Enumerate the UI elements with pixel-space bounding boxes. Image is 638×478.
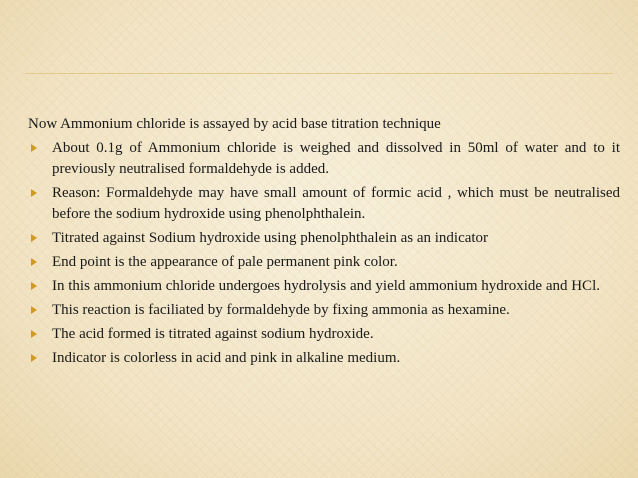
intro-text: Now Ammonium chloride is assayed by acid base titration technique (28, 116, 441, 132)
list-item (28, 228, 620, 249)
list-item (28, 138, 620, 180)
title-divider (25, 73, 613, 74)
list-item (28, 183, 620, 225)
arrow-bullet-icon (31, 144, 37, 152)
list-item-text: In this ammonium chloride undergoes hydrolysis and yield ammonium hydroxide and HCl. (52, 278, 600, 294)
bullet-list (28, 138, 620, 369)
arrow-bullet-icon (31, 234, 37, 242)
list-item-text: Indicator is colorless in acid and pink in alkaline medium. (52, 350, 401, 366)
list-item-text: This reaction is faciliated by formaldehyde by fixing ammonia as hexamine. (52, 302, 510, 318)
arrow-bullet-icon (31, 282, 37, 290)
arrow-bullet-icon (31, 306, 37, 314)
list-item (28, 252, 620, 273)
arrow-bullet-icon (31, 354, 37, 362)
list-item (28, 348, 620, 369)
list-item (28, 300, 620, 321)
arrow-bullet-icon (31, 189, 37, 197)
list-item (28, 324, 620, 345)
list-item-text: The acid formed is titrated against sodium hydroxide. (52, 326, 374, 342)
slide-content (28, 114, 620, 372)
list-item (28, 276, 620, 297)
list-item-text: Reason: Formaldehyde may have small amount of formic acid , which must be neutralised before the sodium hydroxide using phenolphthalein. (52, 185, 620, 222)
arrow-bullet-icon (31, 258, 37, 266)
arrow-bullet-icon (31, 330, 37, 338)
list-item-text: End point is the appearance of pale permanent pink color. (52, 254, 398, 270)
list-item-text: About 0.1g of Ammonium chloride is weighed and dissolved in 50ml of water and to it previously neutralised formaldehyde is added. (52, 140, 620, 177)
list-item-text: Titrated against Sodium hydroxide using phenolphthalein as an indicator (52, 230, 489, 246)
